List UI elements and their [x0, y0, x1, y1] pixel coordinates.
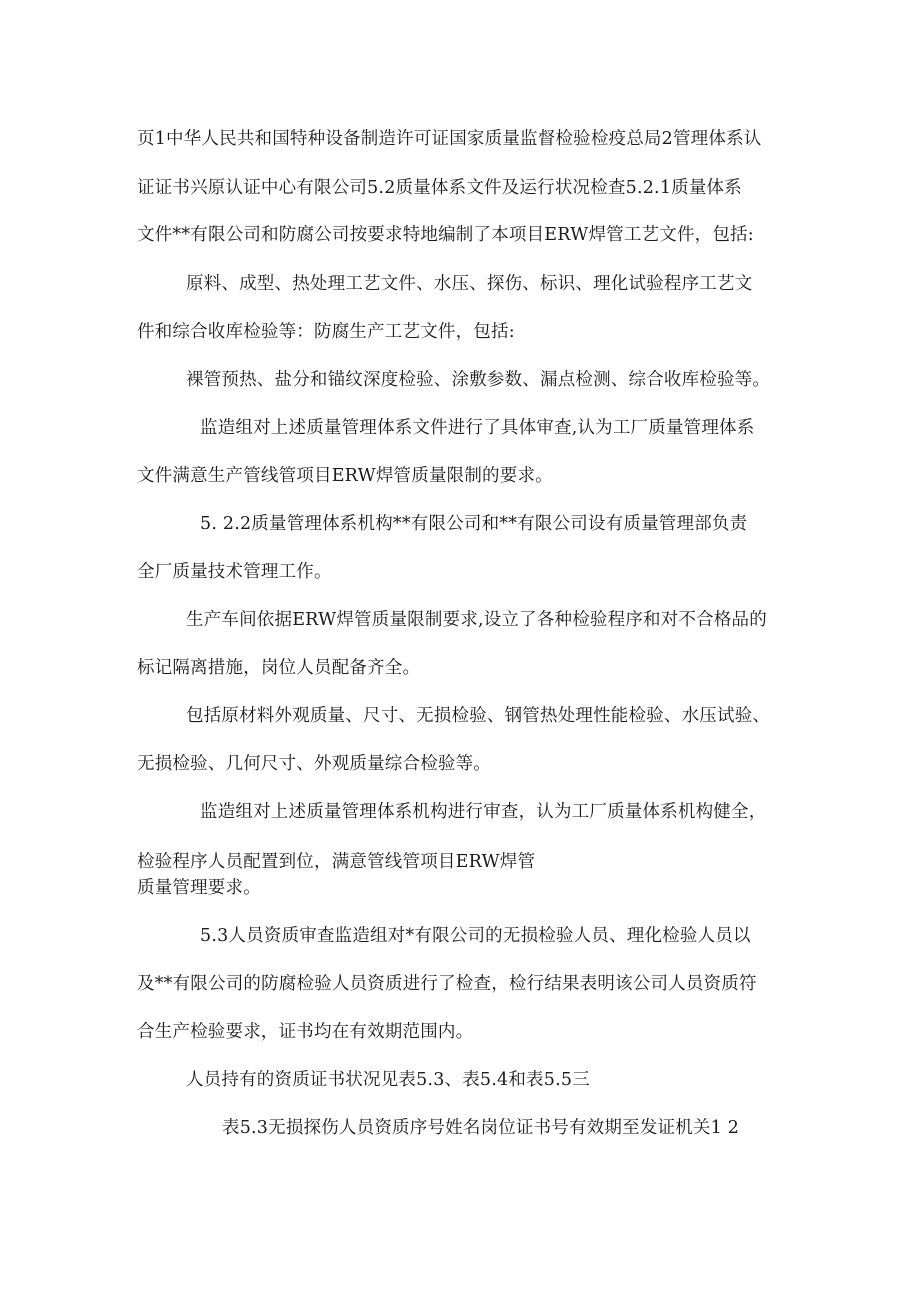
- text-line-16: 检验程序人员配置到位，满意管线管项目ERW焊管: [137, 852, 536, 872]
- text-line-17: 质量管理要求。: [137, 878, 261, 898]
- text-line-5: 件和综合收库检验等：防腐生产工艺文件，包括:: [137, 322, 515, 342]
- text-line-19: 及**有限公司的防腐检验人员资质进行了检查，检行结果表明该公司人员资质符: [137, 974, 757, 994]
- text-line-4: 原料、成型、热处理工艺文件、水压、探伤、标识、理化试验程序工艺文: [186, 274, 753, 294]
- text-line-20: 合生产检验要求，证书均在有效期范围内。: [137, 1022, 474, 1042]
- text-line-2: 证证书兴原认证中心有限公司5.2质量体系文件及运行状况检查5.2.1质量体系: [137, 178, 742, 198]
- text-line-12: 标记隔离措施，岗位人员配备齐全。: [137, 658, 421, 678]
- text-line-22: 表5.3无损探伤人员资质序号姓名岗位证书号有效期至发证机关1 2: [222, 1118, 740, 1138]
- text-line-18: 5.3人员资质审查监造组对*有限公司的无损检验人员、理化检验人员以: [200, 926, 751, 946]
- text-line-14: 无损检验、几何尺寸、外观质量综合检验等。: [137, 754, 491, 774]
- text-line-10: 全厂质量技术管理工作。: [137, 562, 332, 582]
- text-line-7: 监造组对上述质量管理体系文件进行了具体审查,认为工厂质量管理体系: [200, 418, 755, 438]
- text-line-15: 监造组对上述质量管理体系机构进行审查，认为工厂质量体系机构健全，: [200, 802, 767, 822]
- text-line-1: 页1中华人民共和国特种设备制造许可证国家质量监督检验检疫总局2管理体系认: [137, 129, 762, 149]
- text-line-11: 生产车间依据ERW焊管质量限制要求,设立了各种检验程序和对不合格品的: [186, 610, 767, 630]
- text-line-6: 裸管预热、盐分和锚纹深度检验、涂敷参数、漏点检测、综合收库检验等。: [186, 370, 771, 390]
- text-line-3: 文件**有限公司和防腐公司按要求特地编制了本项目ERW焊管工艺文件，包括:: [137, 225, 754, 245]
- text-line-9: 5. 2.2质量管理体系机构**有限公司和**有限公司设有质量管理部负责: [200, 514, 748, 534]
- text-line-8: 文件满意生产管线管项目ERW焊管质量限制的要求。: [137, 466, 553, 486]
- text-line-13: 包括原材料外观质量、尺寸、无损检验、钢管热处理性能检验、水压试验、: [186, 706, 771, 726]
- text-line-21: 人员持有的资质证书状况见表5.3、表5.4和表5.5三: [186, 1070, 590, 1090]
